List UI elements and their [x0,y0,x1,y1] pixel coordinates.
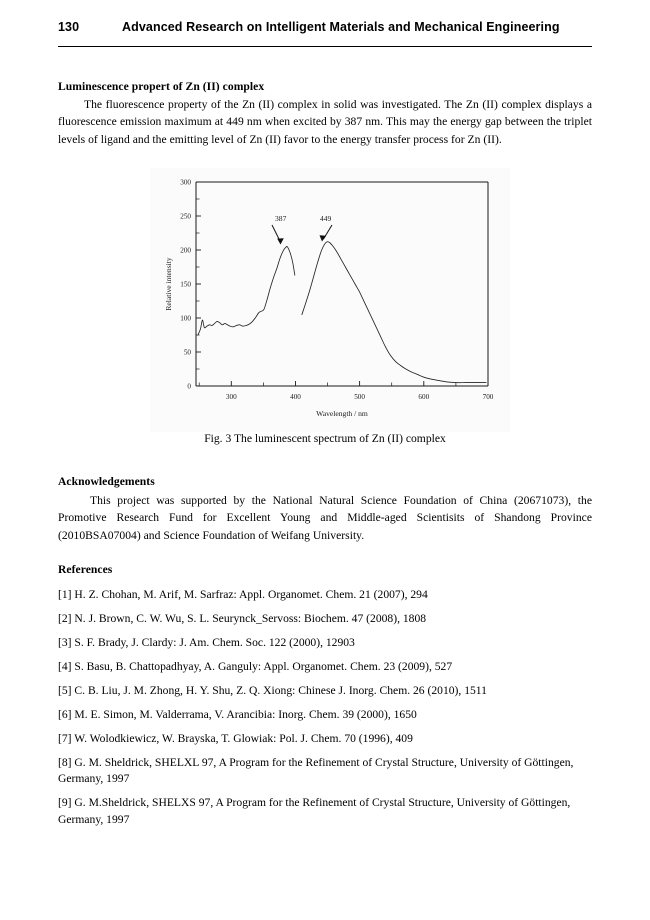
reference-item: [8] G. M. Sheldrick, SHELXL 97, A Program for the Refinement of Crystal Structure, University of Göttingen, Germany, 1997 [58,756,574,786]
references-heading: References [58,563,113,576]
luminescence-heading: Luminescence propert of Zn (II) complex [58,80,265,93]
reference-item: [3] S. F. Brady, J. Clardy: J. Am. Chem. Soc. 122 (2000), 12903 [58,636,355,649]
peak-label-387: 387 [275,213,287,223]
arrowhead-icon [320,235,327,241]
emission-spectrum-curve [302,242,486,383]
x-tick-label: 400 [290,393,301,401]
reference-item: [5] C. B. Liu, J. M. Zhong, H. Y. Shu, Z. Q. Xiong: Chinese J. Inorg. Chem. 26 (2010), 1511 [58,684,487,697]
x-tick-label: 600 [418,393,430,401]
x-axis-title: Wavelength / nm [316,409,368,418]
peak-annotation-387 [272,214,287,245]
x-axis-tick-labels [226,393,494,401]
reference-item: [7] W. Wolodkiewicz, W. Brayska, T. Glowiak: Pol. J. Chem. 70 (1996), 409 [58,732,413,745]
chart-axes [196,182,488,386]
y-tick-label: 300 [180,178,191,187]
references-list [58,587,592,836]
y-tick-label: 0 [187,382,191,391]
book-title: Advanced Research on Intelligent Materials and Mechanical Engineering [122,20,560,34]
x-tick-label: 500 [354,393,365,401]
y-tick-label: 200 [180,246,191,255]
y-axis-tick-labels [180,179,191,391]
excitation-spectrum-curve [198,246,295,335]
x-tick-label: 700 [482,393,494,401]
x-tick-label: 300 [225,393,237,401]
y-tick-label: 250 [180,212,191,221]
reference-item: [6] M. E. Simon, M. Valderrama, V. Arancibia: Inorg. Chem. 39 (2000), 1650 [58,708,417,721]
y-tick-label: 100 [180,314,191,323]
reference-item: [2] N. J. Brown, C. W. Wu, S. L. Seurynck_Servoss: Biochem. 47 (2008), 1808 [58,612,427,625]
peak-label-449: 449 [319,213,332,223]
acknowledgements-paragraph: This project was supported by the National Natural Science Foundation of China (20671073), the Promotive Research Fund for Excellent Young and Middle-aged Scientisits of Shandong Province (2010BSA07004) and Science Foundation of Weifang University. [58,494,592,542]
reference-item: [1] H. Z. Chohan, M. Arif, M. Sarfraz: Appl. Organomet. Chem. 21 (2007), 294 [58,588,428,601]
header-divider [58,46,592,47]
acknowledgements-heading: Acknowledgements [58,475,155,488]
y-tick-label: 150 [180,280,191,289]
peak-annotation-449 [320,214,333,242]
y-axis-title: Relative intensity [164,257,173,311]
figure-3-container [150,168,510,432]
running-header [58,20,592,34]
figure-caption: Fig. 3 The luminescent spectrum of Zn (II) complex [204,432,446,445]
luminescence-paragraph: The fluorescence property of the Zn (II) complex in solid was investigated. The Zn (II) complex displays a fluorescence emission maximum at 449 nm when excited by 387 nm. This may the energy gap between the triplet levels of ligand and the emitting level of Zn (II) favor to the energy transfer process for Zn (II). [58,98,592,146]
reference-item: [9] G. M.Sheldrick, SHELXS 97, A Program for the Refinement of Crystal Structure, University of Göttingen, Germany, 1997 [58,796,571,826]
arrowhead-icon [277,238,284,244]
luminescence-spectrum-chart [150,168,510,432]
y-tick-label: 50 [183,348,191,357]
page-number: 130 [58,20,80,34]
reference-item: [4] S. Basu, B. Chattopadhyay, A. Ganguly: Appl. Organomet. Chem. 23 (2009), 527 [58,660,453,673]
y-axis-ticks [196,182,201,386]
